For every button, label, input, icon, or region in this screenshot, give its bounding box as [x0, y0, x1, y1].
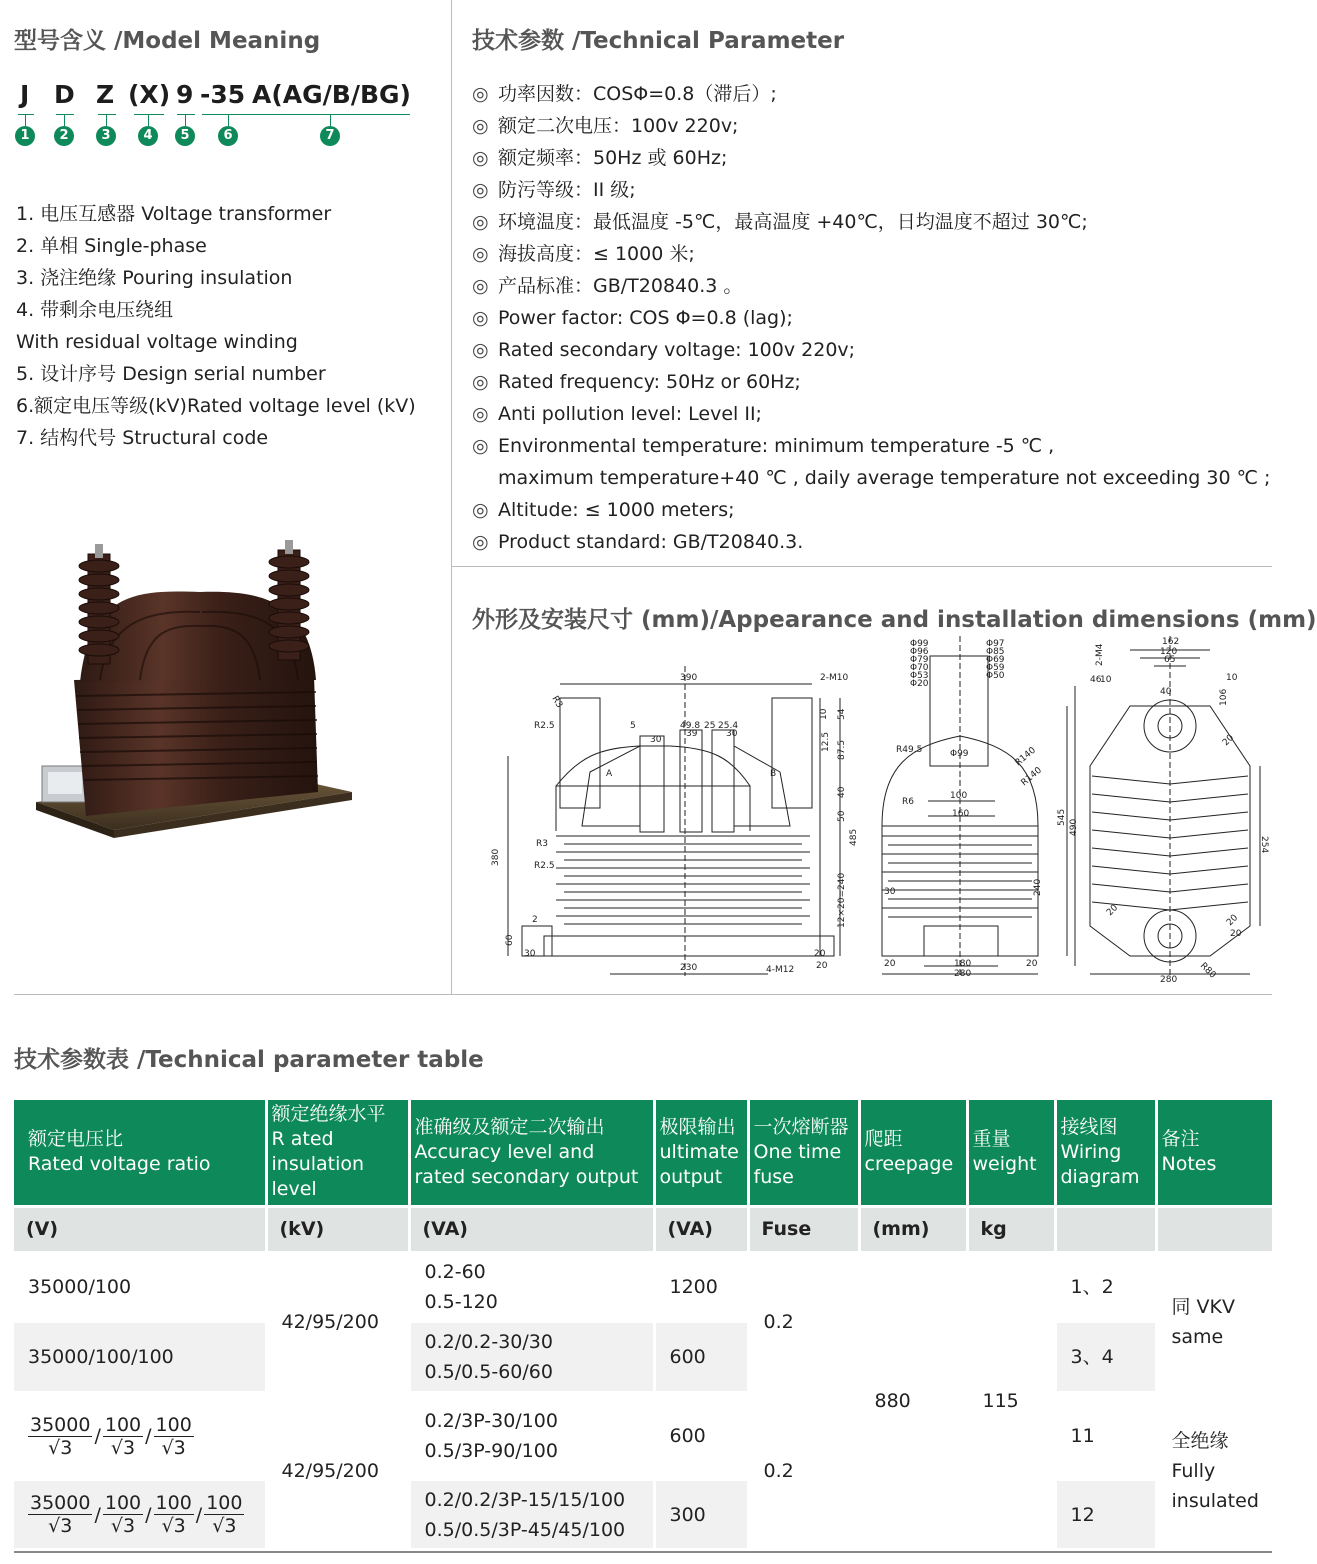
dimension-label: 120	[1160, 647, 1178, 657]
meaning-item: 4. 带剩余电压绕组	[16, 299, 174, 321]
header-notes: 备注 Notes	[1156, 1100, 1272, 1206]
dimension-label: R3	[549, 694, 565, 710]
voltage-ratio-cell	[14, 1480, 266, 1548]
meaning-item: 5. 设计序号 Design serial number	[16, 363, 326, 385]
code-underline	[177, 114, 195, 115]
dimension-label: Φ96	[910, 647, 929, 657]
dimension-label: 46	[1090, 675, 1102, 685]
dimension-label: 10	[1100, 675, 1112, 685]
param-item: ◎ Power factor: COS Φ=0.8 (lag);	[472, 302, 1270, 334]
dimension-label: 4-M12	[766, 965, 795, 975]
bullet-icon: ◎	[472, 275, 489, 297]
unit-cell: (V)	[14, 1206, 266, 1252]
dimension-label: R3	[536, 839, 548, 849]
bullet-icon: ◎	[472, 83, 489, 105]
output-cell: 0.2/0.2-30/30 0.5/0.5-60/60	[409, 1322, 654, 1392]
dimension-label: R2.5	[534, 861, 555, 871]
bullet-icon: ◎	[472, 179, 489, 201]
param-item: ◎ Rated secondary voltage: 100v 220v;	[472, 334, 1270, 366]
ultimate-cell: 300	[654, 1480, 748, 1548]
header-fuse: 一次熔断器 One time fuse	[748, 1100, 859, 1206]
unit-cell: (VA)	[409, 1206, 654, 1252]
header-wiring-diagram: 接线图 Wiring diagram	[1055, 1100, 1156, 1206]
model-code	[14, 80, 434, 160]
dimension-label: 254	[1259, 836, 1269, 854]
dimension-label: 30	[650, 735, 662, 745]
dimension-label: R80	[1197, 961, 1218, 981]
technical-parameter-title: 技术参数 /Technical Parameter	[472, 28, 845, 54]
code-tick	[64, 114, 65, 126]
dimension-label: 20	[1026, 959, 1038, 969]
technical-parameter-table	[14, 1100, 1272, 1548]
dimension-label: 30	[726, 729, 738, 739]
dimension-label: 545	[1057, 808, 1067, 826]
code-part-4: (X)	[128, 80, 171, 109]
unit-cell: (VA)	[654, 1206, 748, 1252]
code-underline	[134, 114, 164, 115]
header-voltage-ratio: 额定电压比 Rated voltage ratio	[14, 1100, 266, 1206]
code-tick	[106, 114, 107, 126]
table-header-row	[14, 1100, 1272, 1206]
code-tick	[25, 114, 26, 126]
code-number-4: 4	[138, 126, 158, 146]
voltage-ratio-cell	[14, 1392, 266, 1480]
unit-cell	[1055, 1206, 1156, 1252]
bullet-icon: ◎	[472, 371, 489, 393]
dimension-label: Φ50	[986, 671, 1005, 681]
horizontal-divider	[14, 994, 1272, 995]
dimension-label: 20	[1105, 902, 1121, 919]
dimension-label: 65	[1164, 655, 1176, 665]
dimension-label: 20	[1225, 912, 1241, 929]
code-part-3: Z	[96, 80, 115, 109]
dimension-label: 60	[505, 934, 515, 946]
param-item: ◎ 产品标准：GB/T20840.3 。	[472, 270, 1270, 302]
dimension-label: 2-M4	[1095, 643, 1105, 666]
dimension-label: Φ20	[910, 679, 929, 689]
code-part-1: J	[20, 80, 30, 109]
output-cell: 0.2-60 0.5-120	[409, 1252, 654, 1322]
dimension-label: 30	[524, 949, 536, 959]
fuse-cell: 0.2	[748, 1392, 859, 1548]
voltage-ratio-cell: 35000/100	[14, 1252, 266, 1322]
dimension-label: 5	[630, 721, 636, 731]
notes-cell: 全绝缘 Fully insulated	[1156, 1392, 1272, 1548]
table-title: 技术参数表 /Technical parameter table	[14, 1047, 484, 1073]
fraction-slash: /	[145, 1425, 152, 1447]
dimension-label: Φ53	[910, 671, 929, 681]
dimension-label: 160	[952, 809, 970, 819]
dimension-label: 25	[704, 721, 716, 731]
param-item: ◎ Anti pollution level: Level II;	[472, 398, 1270, 430]
header-ultimate-output: 极限输出 ultimate output	[654, 1100, 748, 1206]
dimension-label: 180	[954, 959, 972, 969]
dimension-label: 12×20=240	[837, 872, 847, 928]
code-part-7: A(AG/B/BG)	[252, 80, 411, 109]
creepage-cell: 880	[859, 1252, 967, 1548]
dimension-label: 490	[1069, 818, 1079, 836]
ultimate-cell: 600	[654, 1392, 748, 1480]
meaning-item: 7. 结构代号 Structural code	[16, 427, 269, 449]
param-item: ◎ 功率因数：COSΦ=0.8（滞后）;	[472, 78, 1270, 110]
unit-row	[14, 1206, 1272, 1252]
voltage-fraction: $\frac{100}{√3}$	[155, 1413, 192, 1459]
voltage-fraction: $\frac{100}{√3}$	[104, 1492, 142, 1537]
param-item: ◎ 海拔高度：≤ 1000 米;	[472, 238, 1270, 270]
code-number-6: 6	[218, 126, 238, 146]
insulation-cell: 42/95/200	[266, 1252, 409, 1392]
dimension-label: Φ99	[950, 749, 969, 759]
bullet-icon: ◎	[472, 147, 489, 169]
dimension-label: 50	[837, 810, 847, 822]
ultimate-cell: 600	[654, 1322, 748, 1392]
dimension-label: 25.4	[718, 721, 739, 731]
output-cell: 0.2/0.2/3P-15/15/100 0.5/0.5/3P-45/45/100	[409, 1480, 654, 1548]
voltage-fraction: $\frac{35000}{√3}$	[30, 1492, 91, 1537]
dimension-label: 87.5	[837, 739, 847, 760]
code-tick	[330, 114, 331, 126]
insulation-cell: 42/95/200	[266, 1392, 409, 1548]
wiring-cell: 12	[1055, 1480, 1156, 1548]
voltage-ratio-cell: 35000/100/100	[14, 1322, 266, 1392]
dimension-label: 2	[532, 915, 538, 925]
header-insulation-level: 额定绝缘水平 R ated insulation level	[266, 1100, 409, 1206]
code-underline	[18, 114, 34, 115]
dimension-label: 485	[849, 828, 859, 846]
bullet-icon: ◎	[472, 499, 489, 521]
dimension-label: 280	[954, 969, 972, 979]
unit-cell	[1156, 1206, 1272, 1252]
bullet-icon: ◎	[472, 435, 489, 457]
bullet-icon: ◎	[472, 211, 489, 233]
param-item: ◎ 防污等级：II 级;	[472, 174, 1270, 206]
code-part-6: -35	[200, 80, 246, 109]
dimension-label: 280	[1160, 975, 1178, 985]
dimension-label: 2-M10	[820, 673, 849, 683]
bullet-icon: ◎	[472, 531, 489, 553]
wiring-cell: 3、4	[1055, 1322, 1156, 1392]
param-item: ◎ 额定二次电压：100v 220v;	[472, 110, 1270, 142]
dimension-label: Φ59	[986, 663, 1005, 673]
unit-cell: kg	[967, 1206, 1055, 1252]
voltage-fraction: $\frac{100}{√3}$	[206, 1492, 243, 1537]
technical-parameter-list	[472, 78, 1270, 558]
header-creepage: 爬距 creepage	[859, 1100, 967, 1206]
dimension-label: 10	[819, 708, 829, 720]
model-meaning-title: 型号含义 /Model Meaning	[14, 28, 321, 54]
dimension-label: 162	[1162, 637, 1180, 647]
dimension-label: 40	[1160, 687, 1172, 697]
dimension-label: 380	[491, 848, 501, 866]
dimension-label: R140	[1013, 745, 1038, 769]
code-tick	[228, 114, 229, 126]
dimension-label: 12.5	[821, 731, 831, 752]
code-number-7: 7	[320, 126, 340, 146]
table-row	[14, 1480, 1272, 1548]
code-underline	[252, 114, 410, 115]
voltage-fraction: $\frac{35000}{√3}$	[30, 1413, 91, 1459]
meaning-item: 3. 浇注绝缘 Pouring insulation	[16, 267, 293, 289]
dimension-label: R140	[1019, 765, 1044, 789]
dimension-label: 390	[680, 673, 698, 683]
dimension-label: A	[606, 769, 613, 779]
fraction-slash: /	[145, 1503, 152, 1526]
param-item: ◎ Environmental temperature: minimum temperature -5 ℃ ,	[472, 430, 1270, 462]
header-accuracy-output: 准确级及额定二次输出 Accuracy level and rated secondary output	[409, 1100, 654, 1206]
code-part-5: 9	[176, 80, 194, 109]
table-bottom-rule	[14, 1551, 1272, 1553]
bullet-icon: ◎	[472, 243, 489, 265]
dimension-label: R2.5	[534, 721, 555, 731]
bullet-icon: ◎	[472, 307, 489, 329]
dimension-label: 49.8	[680, 721, 701, 731]
param-item: ◎ Product standard: GB/T20840.3.	[472, 526, 1270, 558]
code-part-2: D	[54, 80, 75, 109]
unit-cell: Fuse	[748, 1206, 859, 1252]
vertical-divider	[451, 0, 452, 995]
dimension-label: 240	[1033, 878, 1043, 896]
dimension-label: 100	[950, 791, 968, 801]
code-number-2: 2	[54, 126, 74, 146]
param-item: ◎ Altitude: ≤ 1000 meters;	[472, 494, 1270, 526]
bullet-icon: ◎	[472, 115, 489, 137]
dimension-label: R49.5	[896, 745, 923, 755]
code-number-3: 3	[96, 126, 116, 146]
dimension-label: 20	[814, 949, 826, 959]
dimension-label: 230	[680, 963, 698, 973]
table-row	[14, 1322, 1272, 1392]
dimension-label: Φ79	[910, 655, 929, 665]
fraction-slash: /	[94, 1425, 101, 1447]
dimension-label: B	[770, 769, 777, 779]
meaning-item: 6.额定电压等级(kV)Rated voltage level (kV)	[16, 395, 416, 417]
output-cell: 0.2/3P-30/100 0.5/3P-90/100	[409, 1392, 654, 1480]
meaning-item: 2. 单相 Single-phase	[16, 235, 207, 257]
meaning-item: 1. 电压互感器 Voltage transformer	[16, 203, 332, 225]
fraction-slash: /	[195, 1503, 203, 1526]
param-item: maximum temperature+40 ℃ , daily average temperature not exceeding 30 ℃ ;	[498, 467, 1271, 489]
table-row	[14, 1392, 1272, 1480]
code-underline	[98, 114, 116, 115]
dimension-label: 39	[686, 729, 698, 739]
dimension-label: 20	[884, 959, 896, 969]
dimension-label: 20	[1221, 732, 1237, 749]
code-underline	[56, 114, 74, 115]
param-item: ◎ Rated frequency: 50Hz or 60Hz;	[472, 366, 1270, 398]
fraction-slash: /	[94, 1503, 101, 1526]
dimensions-title: 外形及安装尺寸 (mm)/Appearance and installation dimensions (mm)	[472, 607, 1317, 633]
unit-cell: (kV)	[266, 1206, 409, 1252]
bullet-icon: ◎	[472, 403, 489, 425]
meaning-item: With residual voltage winding	[16, 331, 298, 353]
code-underline	[202, 114, 252, 115]
horizontal-divider	[452, 566, 1272, 567]
param-item: ◎ 环境温度：最低温度 -5℃，最高温度 +40℃，日均温度不超过 30℃;	[472, 206, 1270, 238]
fuse-cell: 0.2	[748, 1252, 859, 1392]
wiring-cell: 1、2	[1055, 1252, 1156, 1322]
dimension-drawing	[490, 636, 1269, 986]
notes-cell: 同 VKV same	[1156, 1252, 1272, 1392]
dimension-label: 30	[884, 887, 896, 897]
table-row	[14, 1252, 1272, 1322]
unit-cell: (mm)	[859, 1206, 967, 1252]
dimension-label: 10	[1226, 673, 1238, 683]
model-meaning-list	[16, 198, 416, 454]
code-tick	[185, 114, 186, 126]
voltage-fraction: $\frac{100}{√3}$	[104, 1413, 142, 1459]
dimension-label: 20	[816, 961, 828, 971]
ultimate-cell: 1200	[654, 1252, 748, 1322]
dimension-label: Φ70	[910, 663, 929, 673]
dimension-label: Φ97	[986, 639, 1005, 649]
dimension-label: 20	[1230, 929, 1242, 939]
dimension-label: Φ69	[986, 655, 1005, 665]
voltage-fraction: $\frac{100}{√3}$	[155, 1492, 192, 1537]
product-photo	[30, 530, 370, 860]
code-tick	[148, 114, 149, 126]
code-number-5: 5	[175, 126, 195, 146]
bullet-icon: ◎	[472, 339, 489, 361]
dimension-label: 40	[837, 786, 847, 798]
dimension-label: 54	[837, 708, 847, 720]
header-weight: 重量 weight	[967, 1100, 1055, 1206]
code-number-1: 1	[15, 126, 35, 146]
dimension-label: R6	[902, 797, 914, 807]
weight-cell: 115	[967, 1252, 1055, 1548]
dimension-label: Φ99	[910, 639, 929, 649]
wiring-cell: 11	[1055, 1392, 1156, 1480]
dimension-label: Φ85	[986, 647, 1005, 657]
param-item: ◎ 额定频率：50Hz 或 60Hz;	[472, 142, 1270, 174]
dimension-label: 106	[1219, 688, 1229, 706]
